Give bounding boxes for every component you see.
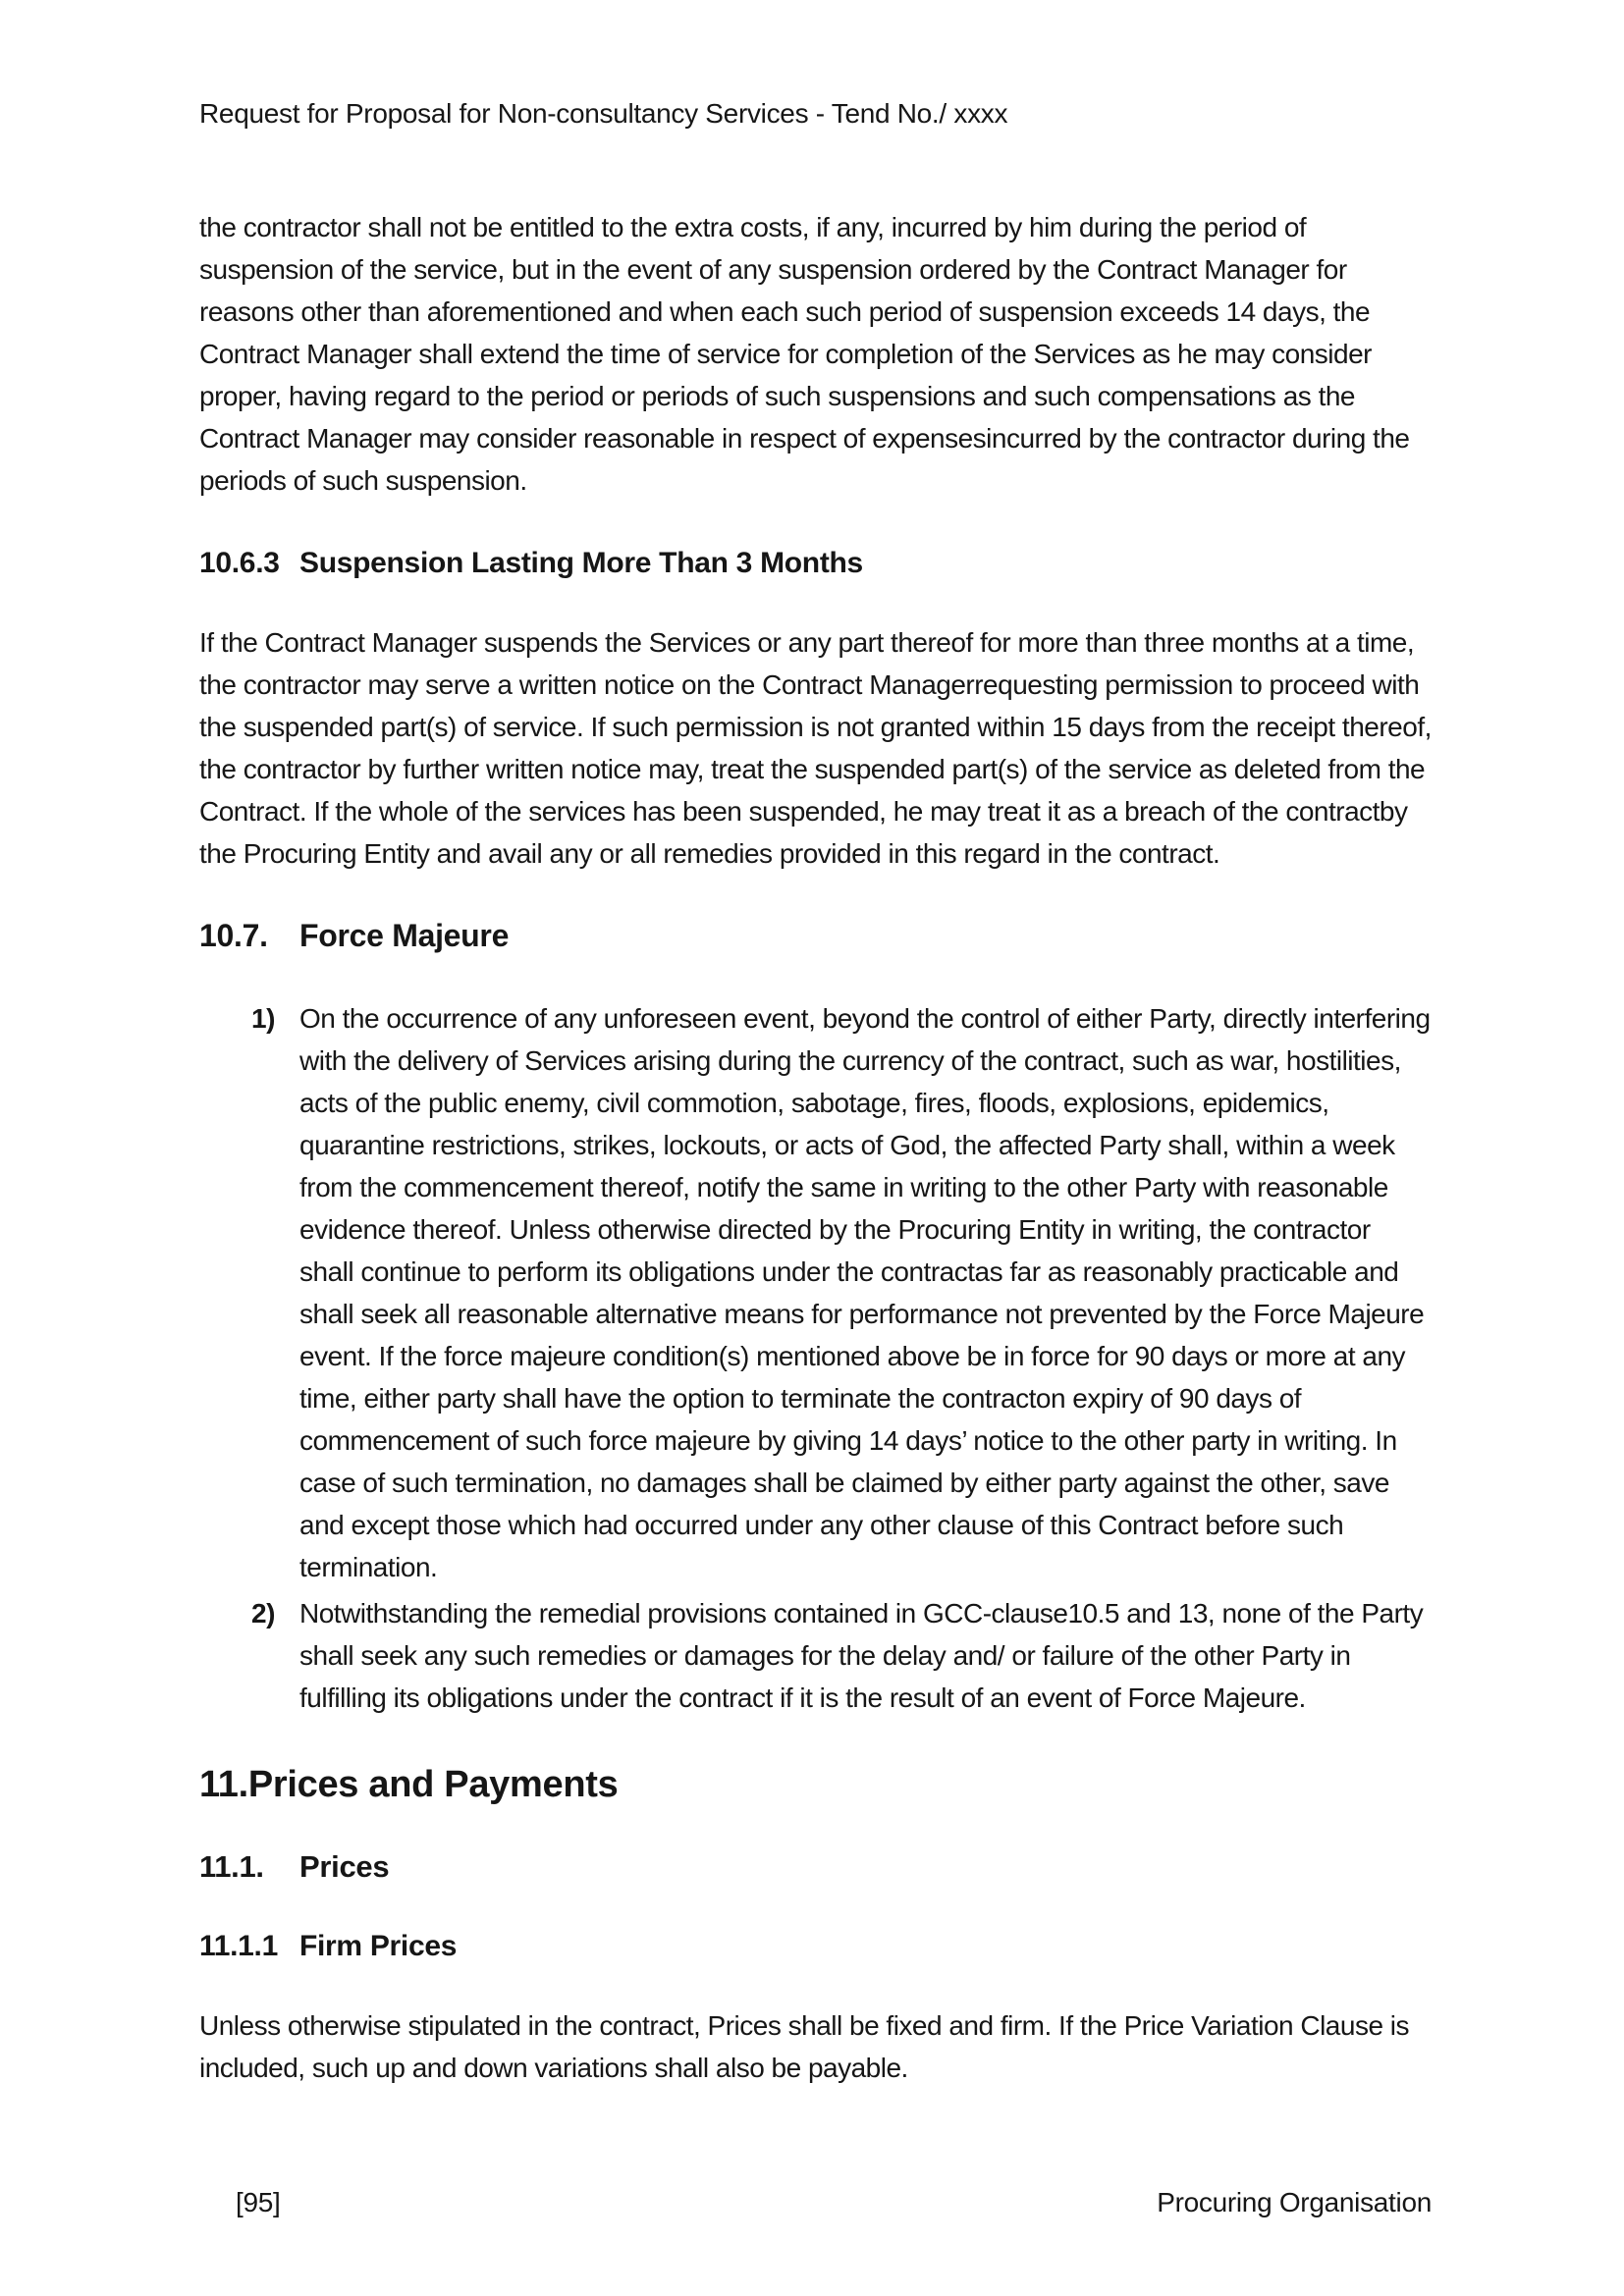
force-majeure-list — [199, 997, 1432, 1719]
footer-organisation: Procuring Organisation — [1157, 2187, 1432, 2217]
list-item-marker: 2) — [251, 1598, 275, 1629]
page-number: [95] — [236, 2187, 281, 2217]
heading-number: 10.6.3 — [199, 547, 280, 579]
heading-11-1 — [199, 1849, 1432, 1885]
list-item-text: On the occurrence of any unforeseen event, beyond the control of either Party, directly interfering with the delivery of Services arising during the currency of the contract, such as war, hostilities, acts of the public enemy, civil commotion, sabotage, fires, floods, explosions, epidemics, quarantine restrictions, strikes, lockouts, or acts of God, the affected Party shall, within a week from the commencement thereof, notify the same in writing to the other Party with reasonable evidence thereof. Unless otherwise directed by the Procuring Entity in writing, the contractor shall continue to perform its obligations under the contractas far as reasonably practicable and shall seek all reasonable alternative means for performance not prevented by the Force Majeure event. If the force majeure condition(s) mentioned above be in force for 90 days or more at any time, either party shall have the option to terminate the contracton expiry of 90 days of commencement of such force majeure by giving 14 days’ notice to the other party in writing. In case of such termination, no damages shall be claimed by either party against the other, save and except those which had occurred under any other clause of this Contract before such termination. — [299, 1003, 1431, 1582]
heading-text: Suspension Lasting More Than 3 Months — [299, 547, 863, 579]
paragraph-firm-prices: Unless otherwise stipulated in the contract, Prices shall be fixed and firm. If the Price Variation Clause is included, such up and down variations shall also be payable. — [199, 2010, 1410, 2083]
heading-text: Firm Prices — [299, 1930, 458, 1962]
paragraph-suspension-costs: the contractor shall not be entitled to the extra costs, if any, incurred by him during the period of suspension of the service, but in the event of any suspension ordered by the Contract Manager for reasons other than aforementioned and when each such period of suspension exceeds 14 days, the Contract Manager shall extend the time of service for completion of the Services as he may consider proper, having regard to the period or periods of such suspensions and such compensations as the Contract Manager may consider reasonable in respect of expensesincurred by the contractor during the periods of such suspension. — [199, 212, 1410, 496]
header-title: Request for Proposal for Non-consultancy Services - Tend No./ xxxx — [199, 98, 1008, 129]
heading-text: Force Majeure — [299, 918, 510, 953]
heading-number: 10.7. — [199, 918, 268, 953]
list-item-text: Notwithstanding the remedial provisions contained in GCC-clause10.5 and 13, none of the Party shall seek any such remedies or damages for the delay and/ or failure of the other Party in fulfilling its obligations under the contract if it is the result of an event of Force Majeure. — [299, 1598, 1424, 1713]
heading-10-6-3 — [199, 547, 1432, 580]
heading-text: Prices — [299, 1849, 390, 1884]
page-header — [199, 98, 1432, 130]
heading-number: 11.1. — [199, 1849, 264, 1884]
heading-10-7 — [199, 918, 1432, 954]
list-item-marker: 1) — [251, 1003, 275, 1034]
heading-number: 11.1.1 — [199, 1930, 278, 1962]
heading-11-prices-and-payments: 11.Prices and Payments — [199, 1764, 619, 1805]
paragraph-suspension-three-months: If the Contract Manager suspends the Services or any part thereof for more than three months at a time, the contractor may serve a written notice on the Contract Managerrequesting permission to proceed with the suspended part(s) of service. If such permission is not granted within 15 days from the receipt thereof, the contractor by further written notice may, treat the suspended part(s) of the service as deleted from the Contract. If the whole of the services has been suspended, he may treat it as a breach of the contractby the Procuring Entity and avail any or all remedies provided in this regard in the contract. — [199, 627, 1432, 869]
heading-11-1-1 — [199, 1930, 1432, 1963]
list-item — [251, 1592, 1432, 1719]
list-item — [251, 997, 1432, 1588]
page-footer — [236, 2187, 1432, 2218]
